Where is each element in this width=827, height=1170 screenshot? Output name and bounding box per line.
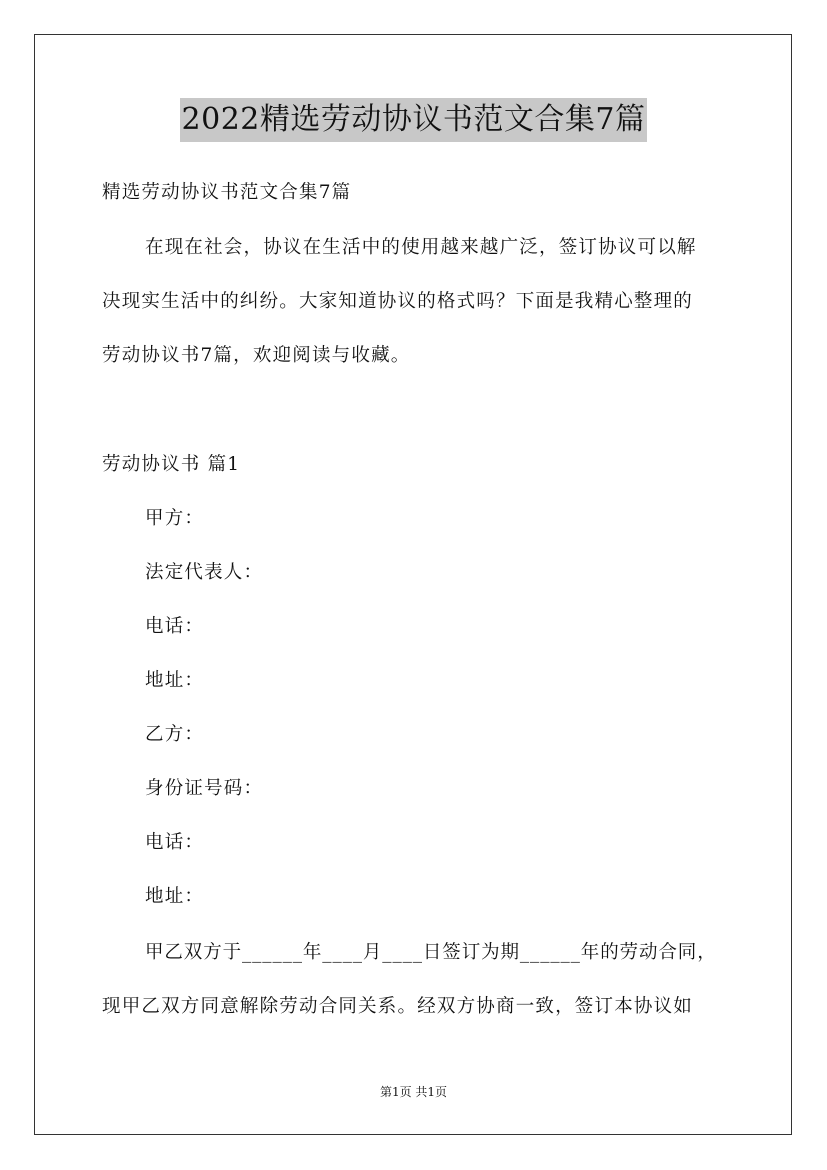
section-heading: 劳动协议书 篇1: [102, 454, 241, 475]
document-title-text: 2022精选劳动协议书范文合集7篇: [180, 98, 648, 142]
phone-label-a: 电话：: [145, 616, 205, 637]
address-label-a: 地址：: [145, 670, 205, 691]
page-footer: 第1页 共1页: [379, 1085, 448, 1099]
phone-label-b: 电话：: [145, 832, 205, 853]
id-number-label: 身份证号码：: [145, 778, 264, 799]
intro-line-3: 劳动协议书7篇，欢迎阅读与收藏。: [102, 345, 411, 366]
party-b-label: 乙方：: [145, 724, 205, 745]
intro-line-2: 决现实生活中的纠纷。大家知道协议的格式吗？下面是我精心整理的: [102, 291, 694, 312]
address-label-b: 地址：: [145, 886, 205, 907]
body-line-2: 现甲乙双方同意解除劳动合同关系。经双方协商一致，签订本协议如: [102, 996, 694, 1017]
body-line-1: 甲乙双方于______年____月____日签订为期______年的劳动合同，: [145, 942, 717, 963]
party-a-label: 甲方：: [145, 508, 205, 529]
intro-line-1: 在现在社会，协议在生活中的使用越来越广泛，签订协议可以解: [145, 237, 697, 258]
legal-rep-label: 法定代表人：: [145, 562, 264, 583]
document-title: [0, 98, 827, 142]
document-subtitle: 精选劳动协议书范文合集7篇: [102, 182, 352, 203]
